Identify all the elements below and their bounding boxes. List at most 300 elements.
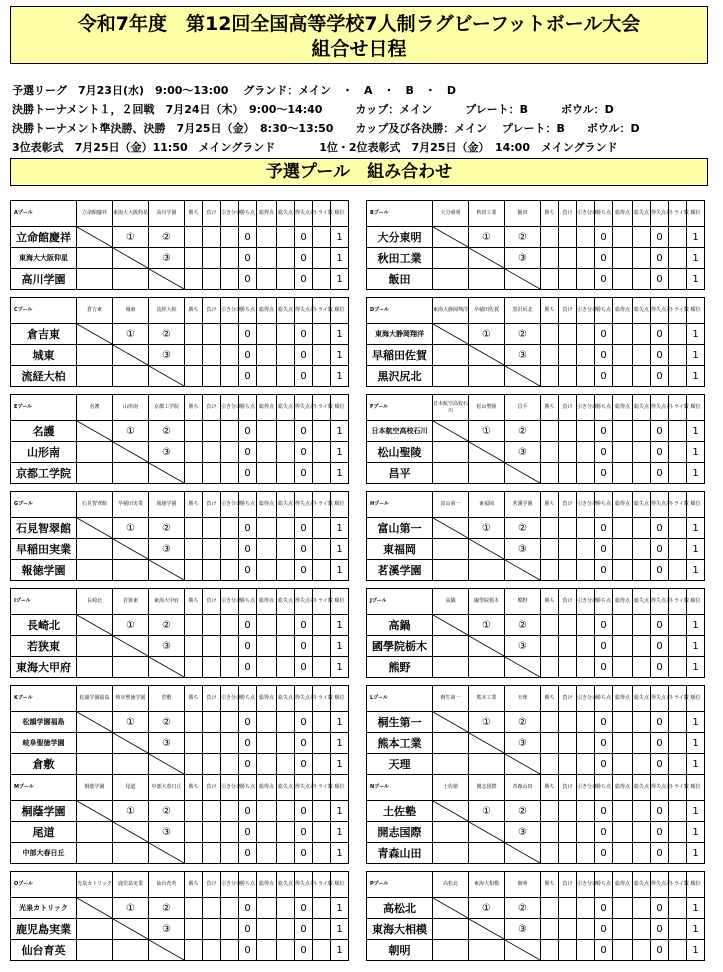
stat-cell <box>613 657 633 678</box>
stat-cell <box>221 940 239 961</box>
stat-cell <box>257 518 277 539</box>
mirror-match-cell <box>77 843 113 864</box>
pool-name: Gプール <box>11 492 77 518</box>
self-match-cell <box>77 227 113 248</box>
stat-cell <box>313 269 331 290</box>
table-row <box>11 636 367 657</box>
column-header: トライ数 <box>669 395 687 421</box>
stat-cell <box>221 712 239 733</box>
opponent-header: 開志国際 <box>469 775 505 801</box>
stat-cell <box>577 754 595 775</box>
diff-cell: 0 <box>295 539 313 560</box>
stat-cell <box>185 518 203 539</box>
table-row <box>11 733 367 754</box>
stat-cell <box>221 919 239 940</box>
mirror-match-cell <box>433 345 469 366</box>
points-cell: 0 <box>239 539 257 560</box>
team-name: 立命館慶祥 <box>11 227 77 248</box>
self-match-cell <box>469 636 505 657</box>
column-header: 総失点 <box>633 775 651 801</box>
stat-cell <box>613 227 633 248</box>
stat-cell <box>277 940 295 961</box>
stat-cell <box>613 822 633 843</box>
column-header: 得失点差 <box>295 395 313 421</box>
diff-cell: 0 <box>651 754 669 775</box>
stat-cell <box>541 801 559 822</box>
column-header: 負け <box>203 686 221 712</box>
stat-cell <box>313 560 331 581</box>
team-name: 黒沢尻北 <box>367 366 433 387</box>
stat-cell <box>313 421 331 442</box>
self-match-cell <box>505 657 541 678</box>
stat-cell <box>257 269 277 290</box>
self-match-cell <box>113 345 149 366</box>
rank-cell: 1 <box>687 324 705 345</box>
match-number: ① <box>113 615 149 636</box>
points-cell: 0 <box>239 940 257 961</box>
stat-cell <box>185 539 203 560</box>
rank-cell: 1 <box>687 712 705 733</box>
opponent-header: 早稲田佐賀 <box>469 298 505 324</box>
self-match-cell <box>77 801 113 822</box>
points-cell: 0 <box>595 636 613 657</box>
column-header: 順位 <box>331 492 349 518</box>
column-header: 引き分け <box>577 686 595 712</box>
column-header: 引き分け <box>577 492 595 518</box>
self-match-cell <box>433 227 469 248</box>
match-number: ③ <box>149 733 185 754</box>
stat-cell <box>559 269 577 290</box>
mirror-match-cell <box>469 843 505 864</box>
team-name: 倉吉東 <box>11 324 77 345</box>
stat-cell <box>277 324 295 345</box>
match-number: ① <box>469 898 505 919</box>
stat-cell <box>185 324 203 345</box>
column-header: 順位 <box>687 775 705 801</box>
rank-cell: 1 <box>687 539 705 560</box>
column-header: 勝ち <box>185 686 203 712</box>
column-header: 勝ち点 <box>595 686 613 712</box>
column-header: 勝ち <box>185 775 203 801</box>
mirror-match-cell <box>77 636 113 657</box>
points-cell: 0 <box>595 754 613 775</box>
team-name: 石見智翠館 <box>11 518 77 539</box>
stat-cell <box>185 754 203 775</box>
column-header: トライ数 <box>313 492 331 518</box>
opponent-header: 石見智翠館 <box>77 492 113 518</box>
column-header: トライ数 <box>669 492 687 518</box>
stat-cell <box>613 324 633 345</box>
stat-cell <box>559 940 577 961</box>
stat-cell <box>613 463 633 484</box>
table-row <box>367 442 723 463</box>
rank-cell: 1 <box>331 324 349 345</box>
column-header: 順位 <box>331 589 349 615</box>
diff-cell: 0 <box>295 754 313 775</box>
stat-cell <box>559 539 577 560</box>
diff-cell: 0 <box>651 269 669 290</box>
stat-cell <box>221 324 239 345</box>
column-header: 負け <box>559 775 577 801</box>
page-title: 令和7年度 第12回全国高等学校7人制ラグビーフットボール大会 <box>77 13 641 35</box>
column-header: 負け <box>203 492 221 518</box>
stat-cell <box>257 227 277 248</box>
rank-cell: 1 <box>687 940 705 961</box>
stat-cell <box>185 636 203 657</box>
stat-cell <box>185 615 203 636</box>
column-header: 負け <box>203 201 221 227</box>
opponent-header: 高松北 <box>433 872 469 898</box>
stat-cell <box>185 366 203 387</box>
match-number: ① <box>469 801 505 822</box>
pool-table <box>10 491 367 581</box>
stat-cell <box>559 733 577 754</box>
stat-cell <box>185 898 203 919</box>
stat-cell <box>541 560 559 581</box>
column-header: 勝ち <box>541 589 559 615</box>
column-header: 勝ち点 <box>239 492 257 518</box>
opponent-header: 山形南 <box>113 395 149 421</box>
stat-cell <box>669 754 687 775</box>
stat-cell <box>313 227 331 248</box>
stat-cell <box>313 843 331 864</box>
stat-cell <box>257 733 277 754</box>
column-header: 得失点差 <box>295 589 313 615</box>
stat-cell <box>203 324 221 345</box>
self-match-cell <box>113 733 149 754</box>
stat-cell <box>185 801 203 822</box>
stat-cell <box>313 324 331 345</box>
stat-cell <box>577 324 595 345</box>
team-name: 早稲田実業 <box>11 539 77 560</box>
points-cell: 0 <box>595 898 613 919</box>
stat-cell <box>203 463 221 484</box>
column-header: 総失点 <box>633 686 651 712</box>
column-header: 順位 <box>687 686 705 712</box>
rank-cell: 1 <box>687 657 705 678</box>
column-header: 得失点差 <box>295 298 313 324</box>
self-match-cell <box>433 615 469 636</box>
stat-cell <box>577 442 595 463</box>
stat-cell <box>577 843 595 864</box>
points-cell: 0 <box>595 733 613 754</box>
rank-cell: 1 <box>331 801 349 822</box>
table-row <box>367 227 723 248</box>
column-header: 総失点 <box>633 872 651 898</box>
stat-cell <box>541 754 559 775</box>
stat-cell <box>277 754 295 775</box>
pool-table <box>366 774 723 864</box>
diff-cell: 0 <box>295 518 313 539</box>
diff-cell: 0 <box>651 421 669 442</box>
table-row <box>367 269 723 290</box>
table-row <box>11 940 367 961</box>
opponent-header: 光泉カトリック <box>77 872 113 898</box>
stat-cell <box>313 919 331 940</box>
column-header: 負け <box>203 395 221 421</box>
match-number: ② <box>505 421 541 442</box>
stat-cell <box>277 560 295 581</box>
column-header: 順位 <box>687 589 705 615</box>
pool-name: Bプール <box>367 201 433 227</box>
column-header: 勝ち点 <box>239 686 257 712</box>
team-name: 日本航空高校石川 <box>367 421 433 442</box>
stat-cell <box>577 366 595 387</box>
points-cell: 0 <box>595 822 613 843</box>
team-name: 桐生第一 <box>367 712 433 733</box>
stat-cell <box>203 518 221 539</box>
column-header: 順位 <box>331 395 349 421</box>
stat-cell <box>221 366 239 387</box>
rank-cell: 1 <box>331 227 349 248</box>
opponent-header: 京都工学院 <box>149 395 185 421</box>
table-row <box>11 442 367 463</box>
mirror-match-cell <box>433 822 469 843</box>
rank-cell: 1 <box>687 518 705 539</box>
self-match-cell <box>77 712 113 733</box>
pool-table <box>10 200 367 290</box>
stat-cell <box>313 733 331 754</box>
match-number: ③ <box>149 442 185 463</box>
table-row <box>11 801 367 822</box>
column-header: 総得点 <box>257 775 277 801</box>
column-header: 引き分け <box>577 775 595 801</box>
diff-cell: 0 <box>651 324 669 345</box>
table-row <box>11 657 367 678</box>
column-header: 得失点差 <box>651 686 669 712</box>
stat-cell <box>613 919 633 940</box>
stat-cell <box>221 463 239 484</box>
stat-cell <box>257 898 277 919</box>
column-header: 順位 <box>687 298 705 324</box>
stat-cell <box>203 442 221 463</box>
stat-cell <box>633 822 651 843</box>
table-row <box>367 733 723 754</box>
rank-cell: 1 <box>331 636 349 657</box>
stat-cell <box>203 539 221 560</box>
stat-cell <box>313 442 331 463</box>
column-header: 負け <box>559 395 577 421</box>
match-number: ① <box>469 227 505 248</box>
team-name: 長崎北 <box>11 615 77 636</box>
pool-name: Lプール <box>367 686 433 712</box>
stat-cell <box>669 898 687 919</box>
points-cell: 0 <box>595 421 613 442</box>
rank-cell: 1 <box>331 366 349 387</box>
stat-cell <box>633 843 651 864</box>
team-name: 昌平 <box>367 463 433 484</box>
column-header: 勝ち点 <box>595 298 613 324</box>
stat-cell <box>203 366 221 387</box>
self-match-cell <box>433 712 469 733</box>
schedule-line-prelim: 予選リーグ 7月23日(水) 9:00～13:00 グランド：メイン ・ A ・ B ・ D <box>12 84 457 97</box>
column-header: 引き分け <box>577 589 595 615</box>
points-cell: 0 <box>595 227 613 248</box>
stat-cell <box>577 248 595 269</box>
opponent-header: 茗溪学園 <box>505 492 541 518</box>
self-match-cell <box>433 898 469 919</box>
match-number: ② <box>505 801 541 822</box>
points-cell: 0 <box>595 518 613 539</box>
stat-cell <box>559 248 577 269</box>
match-number: ① <box>113 898 149 919</box>
match-number: ② <box>149 518 185 539</box>
stat-cell <box>203 919 221 940</box>
column-header: トライ数 <box>313 686 331 712</box>
points-cell: 0 <box>595 366 613 387</box>
stat-cell <box>559 801 577 822</box>
stat-cell <box>559 636 577 657</box>
column-header: 負け <box>203 589 221 615</box>
stat-cell <box>203 754 221 775</box>
stat-cell <box>559 345 577 366</box>
column-header: 総失点 <box>277 686 295 712</box>
team-name: 飯田 <box>367 269 433 290</box>
stat-cell <box>613 712 633 733</box>
mirror-match-cell <box>433 442 469 463</box>
pool-name: Nプール <box>367 775 433 801</box>
mirror-match-cell <box>77 442 113 463</box>
column-header: 勝ち点 <box>239 589 257 615</box>
stat-cell <box>559 898 577 919</box>
diff-cell: 0 <box>651 539 669 560</box>
table-row <box>367 898 723 919</box>
column-header: 引き分け <box>221 201 239 227</box>
stat-cell <box>185 248 203 269</box>
pool-table <box>366 491 723 581</box>
diff-cell: 0 <box>651 822 669 843</box>
rank-cell: 1 <box>687 442 705 463</box>
stat-cell <box>577 463 595 484</box>
rank-cell: 1 <box>331 421 349 442</box>
stat-cell <box>221 269 239 290</box>
match-number: ① <box>113 518 149 539</box>
points-cell: 0 <box>239 733 257 754</box>
rank-cell: 1 <box>687 754 705 775</box>
diff-cell: 0 <box>295 421 313 442</box>
column-header: 総失点 <box>633 298 651 324</box>
stat-cell <box>633 442 651 463</box>
stat-cell <box>221 227 239 248</box>
column-header: 負け <box>203 298 221 324</box>
pool-table <box>10 394 367 484</box>
stat-cell <box>669 560 687 581</box>
team-name: 富山第一 <box>367 518 433 539</box>
stat-cell <box>203 712 221 733</box>
opponent-header: 岐阜聖徳学園 <box>113 686 149 712</box>
stat-cell <box>203 940 221 961</box>
table-row <box>11 421 367 442</box>
diff-cell: 0 <box>651 898 669 919</box>
mirror-match-cell <box>433 919 469 940</box>
team-name: 國學院栃木 <box>367 636 433 657</box>
table-row <box>367 919 723 940</box>
table-row <box>367 463 723 484</box>
column-header: 順位 <box>687 201 705 227</box>
mirror-match-cell <box>433 940 469 961</box>
match-number: ③ <box>505 919 541 940</box>
diff-cell: 0 <box>295 657 313 678</box>
points-cell: 0 <box>239 843 257 864</box>
team-name: 東海大甲府 <box>11 657 77 678</box>
schedule-line-ceremony: 3位表彰式 7月25日（金）11:50 メイングランド 1位・2位表彰式 7月25日（金） 14:00 メイングランド <box>12 141 618 154</box>
opponent-header: 倉敷 <box>149 686 185 712</box>
stat-cell <box>541 940 559 961</box>
pool-table <box>366 871 723 961</box>
title-box <box>10 6 708 64</box>
stat-cell <box>541 733 559 754</box>
column-header: 得失点差 <box>295 686 313 712</box>
mirror-match-cell <box>113 754 149 775</box>
team-name: 東海大静岡翔洋 <box>367 324 433 345</box>
team-name: 朝明 <box>367 940 433 961</box>
match-number: ② <box>149 712 185 733</box>
self-match-cell <box>149 843 185 864</box>
table-row <box>367 754 723 775</box>
rank-cell: 1 <box>331 463 349 484</box>
self-match-cell <box>77 615 113 636</box>
stat-cell <box>203 822 221 843</box>
stat-cell <box>257 657 277 678</box>
stat-cell <box>669 822 687 843</box>
column-header: 総失点 <box>633 395 651 421</box>
diff-cell: 0 <box>651 345 669 366</box>
table-row <box>11 345 367 366</box>
match-number: ③ <box>505 733 541 754</box>
rank-cell: 1 <box>331 269 349 290</box>
self-match-cell <box>469 345 505 366</box>
rank-cell: 1 <box>687 463 705 484</box>
stat-cell <box>559 754 577 775</box>
stat-cell <box>633 345 651 366</box>
points-cell: 0 <box>239 248 257 269</box>
mirror-match-cell <box>77 940 113 961</box>
mirror-match-cell <box>77 269 113 290</box>
stat-cell <box>541 421 559 442</box>
stat-cell <box>203 843 221 864</box>
self-match-cell <box>505 940 541 961</box>
column-header: トライ数 <box>669 872 687 898</box>
points-cell: 0 <box>239 560 257 581</box>
stat-cell <box>577 919 595 940</box>
stat-cell <box>559 518 577 539</box>
column-header: 総得点 <box>257 298 277 324</box>
stat-cell <box>633 324 651 345</box>
column-header: 引き分け <box>577 872 595 898</box>
column-header: 引き分け <box>577 201 595 227</box>
stat-cell <box>577 345 595 366</box>
stat-cell <box>541 615 559 636</box>
column-header: 順位 <box>687 492 705 518</box>
column-header: 負け <box>203 775 221 801</box>
column-header: 総得点 <box>613 589 633 615</box>
team-name: 城東 <box>11 345 77 366</box>
stat-cell <box>277 345 295 366</box>
diff-cell: 0 <box>651 366 669 387</box>
stat-cell <box>203 615 221 636</box>
stat-cell <box>613 843 633 864</box>
team-name: 名護 <box>11 421 77 442</box>
column-header: 勝ち <box>541 492 559 518</box>
stat-cell <box>541 345 559 366</box>
mirror-match-cell <box>77 754 113 775</box>
diff-cell: 0 <box>651 940 669 961</box>
table-row <box>11 463 367 484</box>
column-header: 総失点 <box>277 395 295 421</box>
mirror-match-cell <box>469 657 505 678</box>
stat-cell <box>203 801 221 822</box>
column-header: 総得点 <box>613 686 633 712</box>
